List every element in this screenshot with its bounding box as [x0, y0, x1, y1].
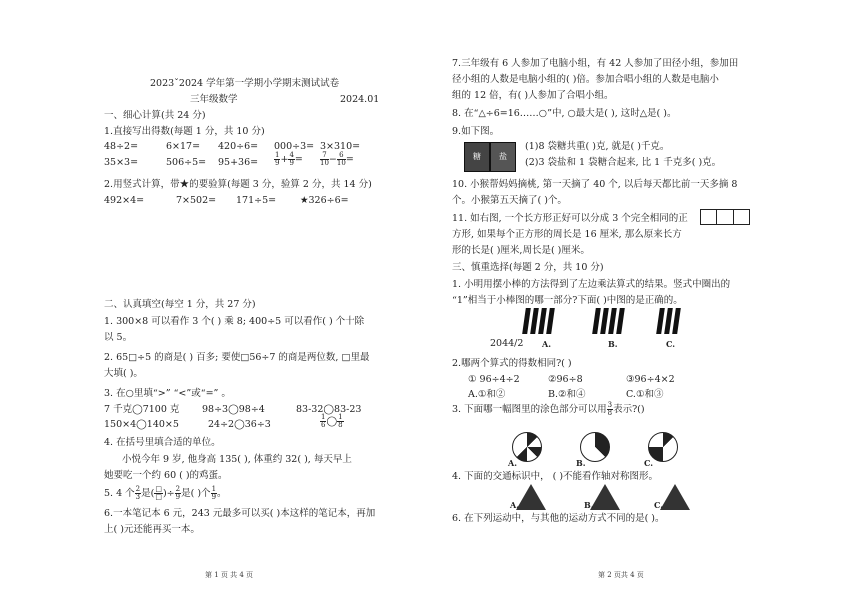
calc-item: 3×310=: [320, 141, 361, 152]
fill-q10-line2: 个。小猴第五天摘了( )个。: [452, 195, 567, 206]
stick-figure-a: [524, 308, 553, 334]
compare-item: 7 千克◯7100 克: [104, 404, 180, 415]
fraction-calc-a: $\frac{1}{9}$ + $\frac{4}{9}$ =: [275, 151, 303, 167]
calc-item: 95+36=: [218, 157, 259, 168]
option-label-c: C.: [666, 339, 676, 349]
compare-item: 83-32◯83-23: [296, 404, 362, 415]
exam-title: 2023ˇ2024 学年第一学期小学期末测试试卷: [150, 78, 340, 89]
option-label-b: B.: [576, 458, 586, 468]
fill-q8: 8. 在“△÷6=16……○”中, ○最大是( ), 这时△是( )。: [452, 108, 677, 119]
fill-q3: 3. 在○里填“>” “<”或“=” 。: [104, 388, 231, 399]
calc-item: 35×3=: [104, 157, 139, 168]
choice-q3: 3. 下面哪一幅图里的涂色部分可以用 $\frac{3}{8}$ 表示?(): [452, 401, 645, 417]
choice-q2-expr: ③96÷4×2: [626, 374, 675, 385]
option-label-b: B.: [584, 500, 594, 510]
fill-q10-line1: 10. 小猴帮妈妈摘桃, 第一天摘了 40 个, 以后每天都比前一天多摘 8: [452, 179, 738, 190]
option-label-a: A.: [508, 458, 517, 468]
fill-q7-line3: 组的 12 倍，有( )人参加了合唱小组。: [452, 90, 614, 101]
vertical-calc-item: ★326÷6=: [300, 195, 349, 206]
sugar-bag-image: 糖: [464, 142, 490, 172]
fill-q11-line3: 形的长是( )厘米,周长是( )厘米。: [452, 245, 590, 256]
compare-item: 98÷3◯98÷4: [202, 404, 265, 415]
question-1-1: 1.直接写出得数(每题 1 分，共 10 分): [104, 126, 265, 137]
fill-q4-text2: 她要吃一个约 60 ( )的鸡蛋。: [104, 470, 228, 481]
fill-q2-line2: 大填( )。: [104, 368, 143, 379]
traffic-sign-a: [516, 484, 546, 510]
page-footer: 第 1 页 共 4 页: [205, 571, 254, 579]
calc-item: 000÷3=: [274, 141, 315, 152]
fill-q5: 5. 4 个 $\frac{2}{3}$ 是( $\frac{□}{□}$ )÷ $\frac{2}{9}$ 是( )个 $\frac{1}{9}$ 。: [104, 485, 227, 501]
stick-figure-c: [658, 308, 679, 334]
compare-fraction: $\frac{1}{6}$ ◯ $\frac{1}{8}$: [321, 413, 343, 429]
fill-q1-line2: 以 5。: [104, 332, 133, 343]
option-label-a: A.: [510, 500, 519, 510]
page-right: [430, 0, 860, 608]
choice-q2-answer: C.①和③: [626, 389, 664, 400]
calc-item: 48÷2=: [104, 141, 139, 152]
fill-q1-line1: 1. 300×8 可以看作 3 个( ) 乘 8; 400÷5 可以看作( ) 个十除: [104, 316, 365, 327]
vertical-calc-item: 7×502=: [176, 195, 217, 206]
section-2-heading: 二、认真填空(每空 1 分，共 27 分): [104, 299, 256, 310]
choice-q2-answer: B.②和④: [548, 389, 586, 400]
calc-item: 506÷5=: [166, 157, 207, 168]
stick-figure-b: [594, 308, 623, 334]
page-footer: 第 2 页共 4 页: [598, 571, 644, 579]
fill-q4-text1: 小悦今年 9 岁, 他身高 135( ), 体重约 32( ), 每天早上: [122, 454, 352, 465]
option-label-b: B.: [608, 339, 618, 349]
fill-q11-line2: 方形, 如果每个正方形的周长是 16 厘米, 那么原来长方: [452, 229, 682, 240]
option-label-c: C.: [654, 500, 664, 510]
fill-q6-line1: 6.一本笔记本 6 元，243 元最多可以买( )本这样的笔记本，再加: [104, 508, 376, 519]
fill-q2-line1: 2. 65□÷5 的商是( ) 百多; 要使□56÷7 的商是两位数, □里最: [104, 352, 370, 363]
fill-q9-2: (2)3 袋盐和 1 袋糖合起来, 比 1 千克多( )克。: [525, 157, 722, 168]
fill-q11-line1: 11. 如右图, 一个长方形正好可以分成 3 个完全相同的正: [452, 213, 688, 224]
exam-date: 2024.01: [340, 94, 380, 105]
compare-item: 150×4◯140×5: [104, 419, 179, 430]
choice-q6: 6. 在下列运动中，与其他的运动方式不同的是( )。: [452, 513, 665, 524]
section-1-heading: 一、细心计算(共 24 分): [104, 110, 206, 121]
choice-q1-line1: 1. 小明用摆小棒的方法得到了左边乘法算式的结果。竖式中圈出的: [452, 279, 731, 290]
choice-q2-expr: ① 96÷4÷2: [468, 374, 520, 385]
vertical-calc-item: 171÷5=: [236, 195, 277, 206]
fill-q9-1: (1)8 袋糖共重( )克, 就是( )千克。: [525, 141, 670, 152]
choice-q2: 2.哪两个算式的得数相同?( ): [452, 358, 572, 369]
choice-q1-line2: “1”相当于小棒图的哪一部分?下面( )中图的是正确的。: [452, 295, 683, 306]
section-3-heading: 三、慎重选择(每题 2 分，共 10 分): [452, 262, 604, 273]
compare-item: 24÷2◯36÷3: [208, 419, 271, 430]
fill-q7-line2: 径小组的人数是电脑小组的( )倍。参加合唱小组的人数是电脑小: [452, 74, 719, 85]
calc-item: 6×17=: [166, 141, 201, 152]
option-label-c: C.: [644, 458, 654, 468]
choice-q4: 4. 下面的交通标识中， ( )不能看作轴对称图形。: [452, 471, 659, 482]
traffic-sign-c: [660, 484, 690, 510]
traffic-sign-b: [590, 484, 620, 510]
fill-q7-line1: 7.三年级有 6 人参加了电脑小组，有 42 人参加了田径小组，参加田: [452, 58, 739, 69]
calc-item: 420÷6=: [218, 141, 259, 152]
rectangle-three-squares: [700, 209, 750, 225]
salt-bag-image: 盐: [490, 142, 516, 172]
choice-q1-calc: 2044/2: [490, 338, 524, 349]
fraction-calc-b: $\frac{7}{10}$ − $\frac{6}{10}$ =: [320, 151, 354, 167]
question-1-2: 2.用竖式计算，带★的要验算(每题 3 分，验算 2 分，共 14 分): [104, 179, 372, 190]
exam-subtitle: 三年级数学: [190, 94, 238, 105]
fill-q6-line2: 上( )元还能再买一本。: [104, 524, 200, 535]
vertical-calc-item: 492×4=: [104, 195, 145, 206]
choice-q2-expr: ②96÷8: [548, 374, 583, 385]
option-label-a: A.: [542, 339, 551, 349]
fill-q4: 4. 在括号里填合适的单位。: [104, 437, 221, 448]
choice-q2-answer: A.①和②: [468, 389, 506, 400]
fill-q9: 9.如下图。: [452, 126, 500, 137]
